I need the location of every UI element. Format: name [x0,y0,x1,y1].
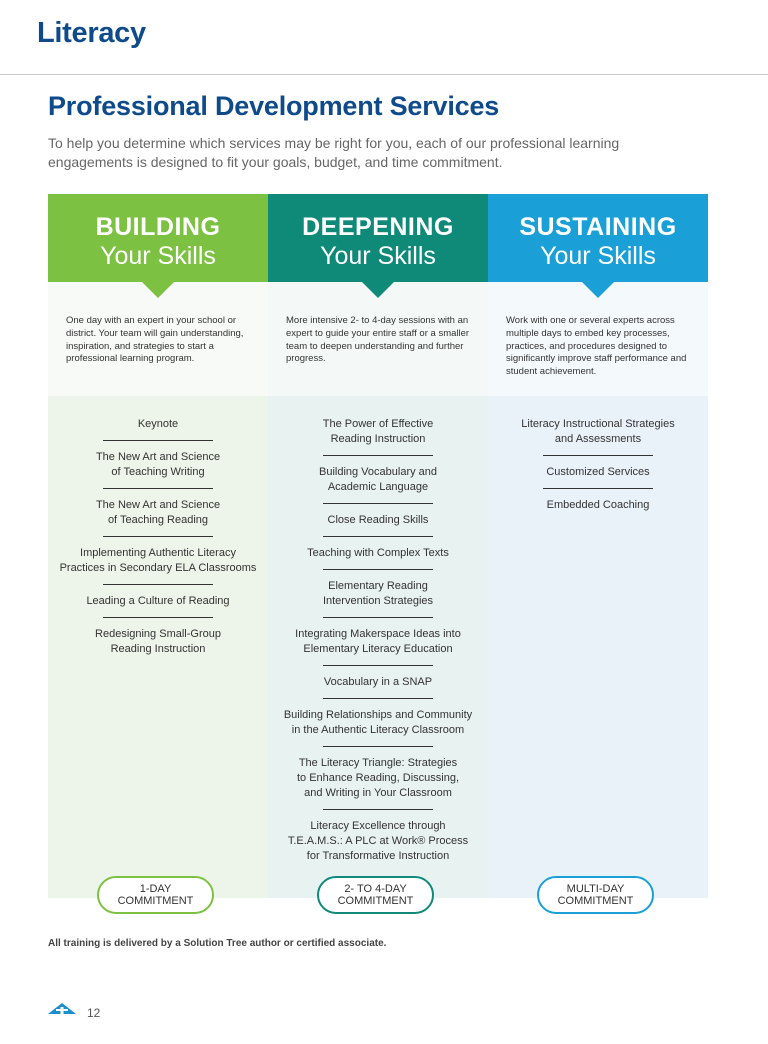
column-banner [48,194,268,299]
service-item: Customized Services [546,466,650,478]
commitment-label: COMMITMENT [557,895,634,907]
item-divider [543,488,653,489]
column-heading: SUSTAINING [519,213,677,241]
column-description: More intensive 2- to 4-day sessions with an expert to guide your entire staff or a smaller team to deepen understanding and further progress. [286,315,470,365]
commitment-label: COMMITMENT [117,895,194,907]
column-subheading: Your Skills [100,242,216,270]
page-title: Professional Development Services [48,91,500,121]
commitment-duration: 1-DAY [139,883,172,895]
item-divider [543,455,653,456]
services-columns [48,194,708,907]
item-divider [323,809,433,810]
service-item: Literacy Excellence through T.E.A.M.S.: A PLC at Work® Process for Transformative Instruction [287,820,469,862]
service-item: Redesigning Small-Group Reading Instruction [95,628,221,655]
column-banner [268,194,488,299]
item-divider [323,698,433,699]
item-divider [323,569,433,570]
column-heading: BUILDING [95,213,221,241]
item-divider [103,617,213,618]
item-divider [323,746,433,747]
intro-text: To help you determine which services may be right for you, each of our professional learning engagements is designed to fit your goals, budget, and time commitment. [48,135,620,170]
column-subheading: Your Skills [540,242,656,270]
commitment-badge [317,876,434,914]
service-item: The New Art and Science of Teaching Reading [95,499,221,526]
service-item: Elementary Reading Intervention Strategies [322,580,434,607]
header-divider [0,74,768,75]
service-item: Embedded Coaching [546,499,650,511]
item-divider [323,503,433,504]
service-list [48,417,268,657]
service-list [488,417,708,513]
service-item: The Literacy Triangle: Strategies to Enhance Reading, Discussing, and Writing in Your Classroom [296,757,460,799]
item-divider [103,440,213,441]
column-description: Work with one or several experts across multiple days to embed key processes, practices, and procedures designed to significantly improve staff performance and student achievement. [506,315,687,378]
page-number: 12 [87,1006,101,1020]
item-divider [323,617,433,618]
service-item: Close Reading Skills [327,514,429,526]
service-item: Integrating Makerspace Ideas into Elementary Literacy Education [295,628,461,655]
section-title: Literacy [37,17,146,49]
service-list [268,417,488,864]
column-description: One day with an expert in your school or district. Your team will gain understanding, inspiration, and strategies to start a professional learning program. [66,315,244,365]
solution-tree-logo-icon [48,1003,76,1022]
service-item: Building Vocabulary and Academic Language [318,466,438,493]
commitment-duration: 2- TO 4-DAY [344,883,407,895]
commitment-badge [97,876,214,914]
service-item: Keynote [137,418,179,430]
item-divider [103,584,213,585]
service-item: Building Relationships and Community in the Authentic Literacy Classroom [283,709,473,736]
footer-note: All training is delivered by a Solution Tree author or certified associate. [48,938,387,949]
item-divider [323,665,433,666]
commitment-duration: MULTI-DAY [566,883,625,895]
column-deepening [268,194,488,907]
item-divider [103,488,213,489]
commitment-label: COMMITMENT [337,895,414,907]
service-item: Leading a Culture of Reading [86,595,230,607]
item-divider [103,536,213,537]
service-item: The Power of Effective Reading Instruction [322,418,434,445]
service-item: Vocabulary in a SNAP [323,676,433,688]
column-sustaining [488,194,708,907]
column-subheading: Your Skills [320,242,436,270]
service-item: Literacy Instructional Strategies and Assessments [521,418,675,445]
item-divider [323,455,433,456]
column-building [48,194,268,907]
service-item: Teaching with Complex Texts [307,547,449,559]
column-banner [488,194,708,299]
service-item: Implementing Authentic Literacy Practices in Secondary ELA Classrooms [59,547,257,574]
column-heading: DEEPENING [302,213,454,241]
commitment-badge [537,876,654,914]
service-item: The New Art and Science of Teaching Writing [95,451,221,478]
item-divider [323,536,433,537]
